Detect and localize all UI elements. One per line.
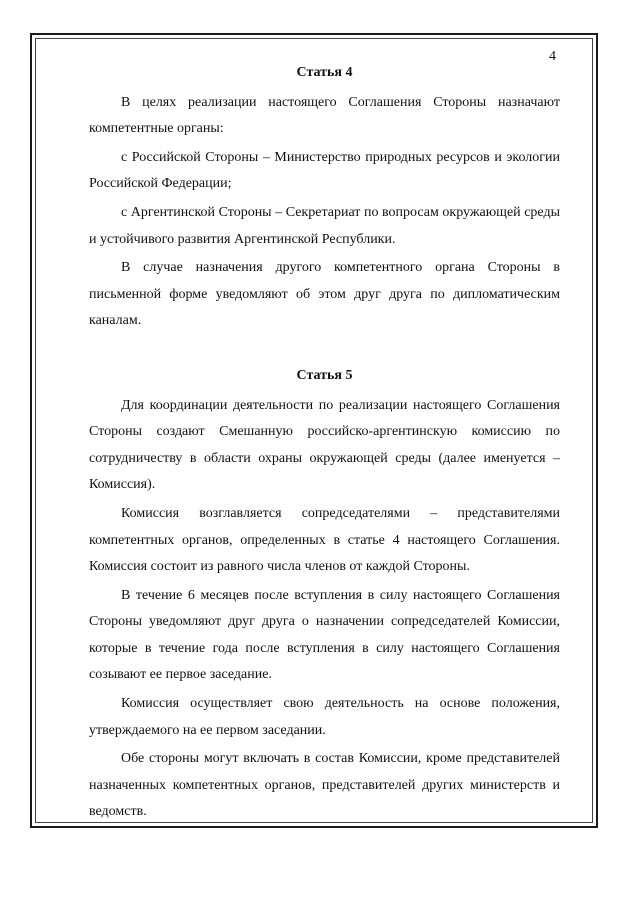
page-number: 4 xyxy=(549,49,556,64)
article-5-paragraph: Комиссия осуществляет свою деятельность на основе положения, утверждаемого на ее первом заседании. xyxy=(89,696,560,738)
article-5-paragraph: Обе стороны могут включать в состав Комиссии, кроме представителей назначенных компетентных органов, представителей других министерств и ведомств. xyxy=(89,751,560,820)
article-5-heading: Статья 5 xyxy=(296,367,353,383)
article-4-paragraph: с Аргентинской Стороны – Секретариат по вопросам окружающей среды и устойчивого развития Аргентинской Республики. xyxy=(89,204,560,247)
article-5-paragraph: В течение 6 месяцев после вступления в силу настоящего Соглашения Стороны уведомляют друг друга о назначении сопредседателей Комиссии, которые в течение года после вступления в силу настоящего Соглашения созывают ее первое заседание. xyxy=(89,587,560,683)
article-4-paragraph: с Российской Стороны – Министерство природных ресурсов и экологии Российской Федерации; xyxy=(89,149,560,192)
document-body xyxy=(89,60,560,828)
article-4-heading: Статья 4 xyxy=(296,65,353,80)
article-5-paragraph: Комиссия возглавляется сопредседателями – представителями компетентных органов, определенных в статье 4 настоящего Соглашения. Комиссия состоит из равного числа членов от каждой Стороны. xyxy=(89,505,560,575)
article-4-paragraph: В случае назначения другого компетентного органа Стороны в письменной форме уведомляют об этом друг друга по дипломатическим каналам. xyxy=(89,260,560,329)
article-5-paragraph: Для координации деятельности по реализации настоящего Соглашения Стороны создают Смешанную российско-аргентинскую комиссию по сотрудничеству в области охраны окружающей среды (далее именуется – Комиссия). xyxy=(89,397,560,493)
article-4-paragraph: В целях реализации настоящего Соглашения Стороны назначают компетентные органы: xyxy=(89,94,560,137)
